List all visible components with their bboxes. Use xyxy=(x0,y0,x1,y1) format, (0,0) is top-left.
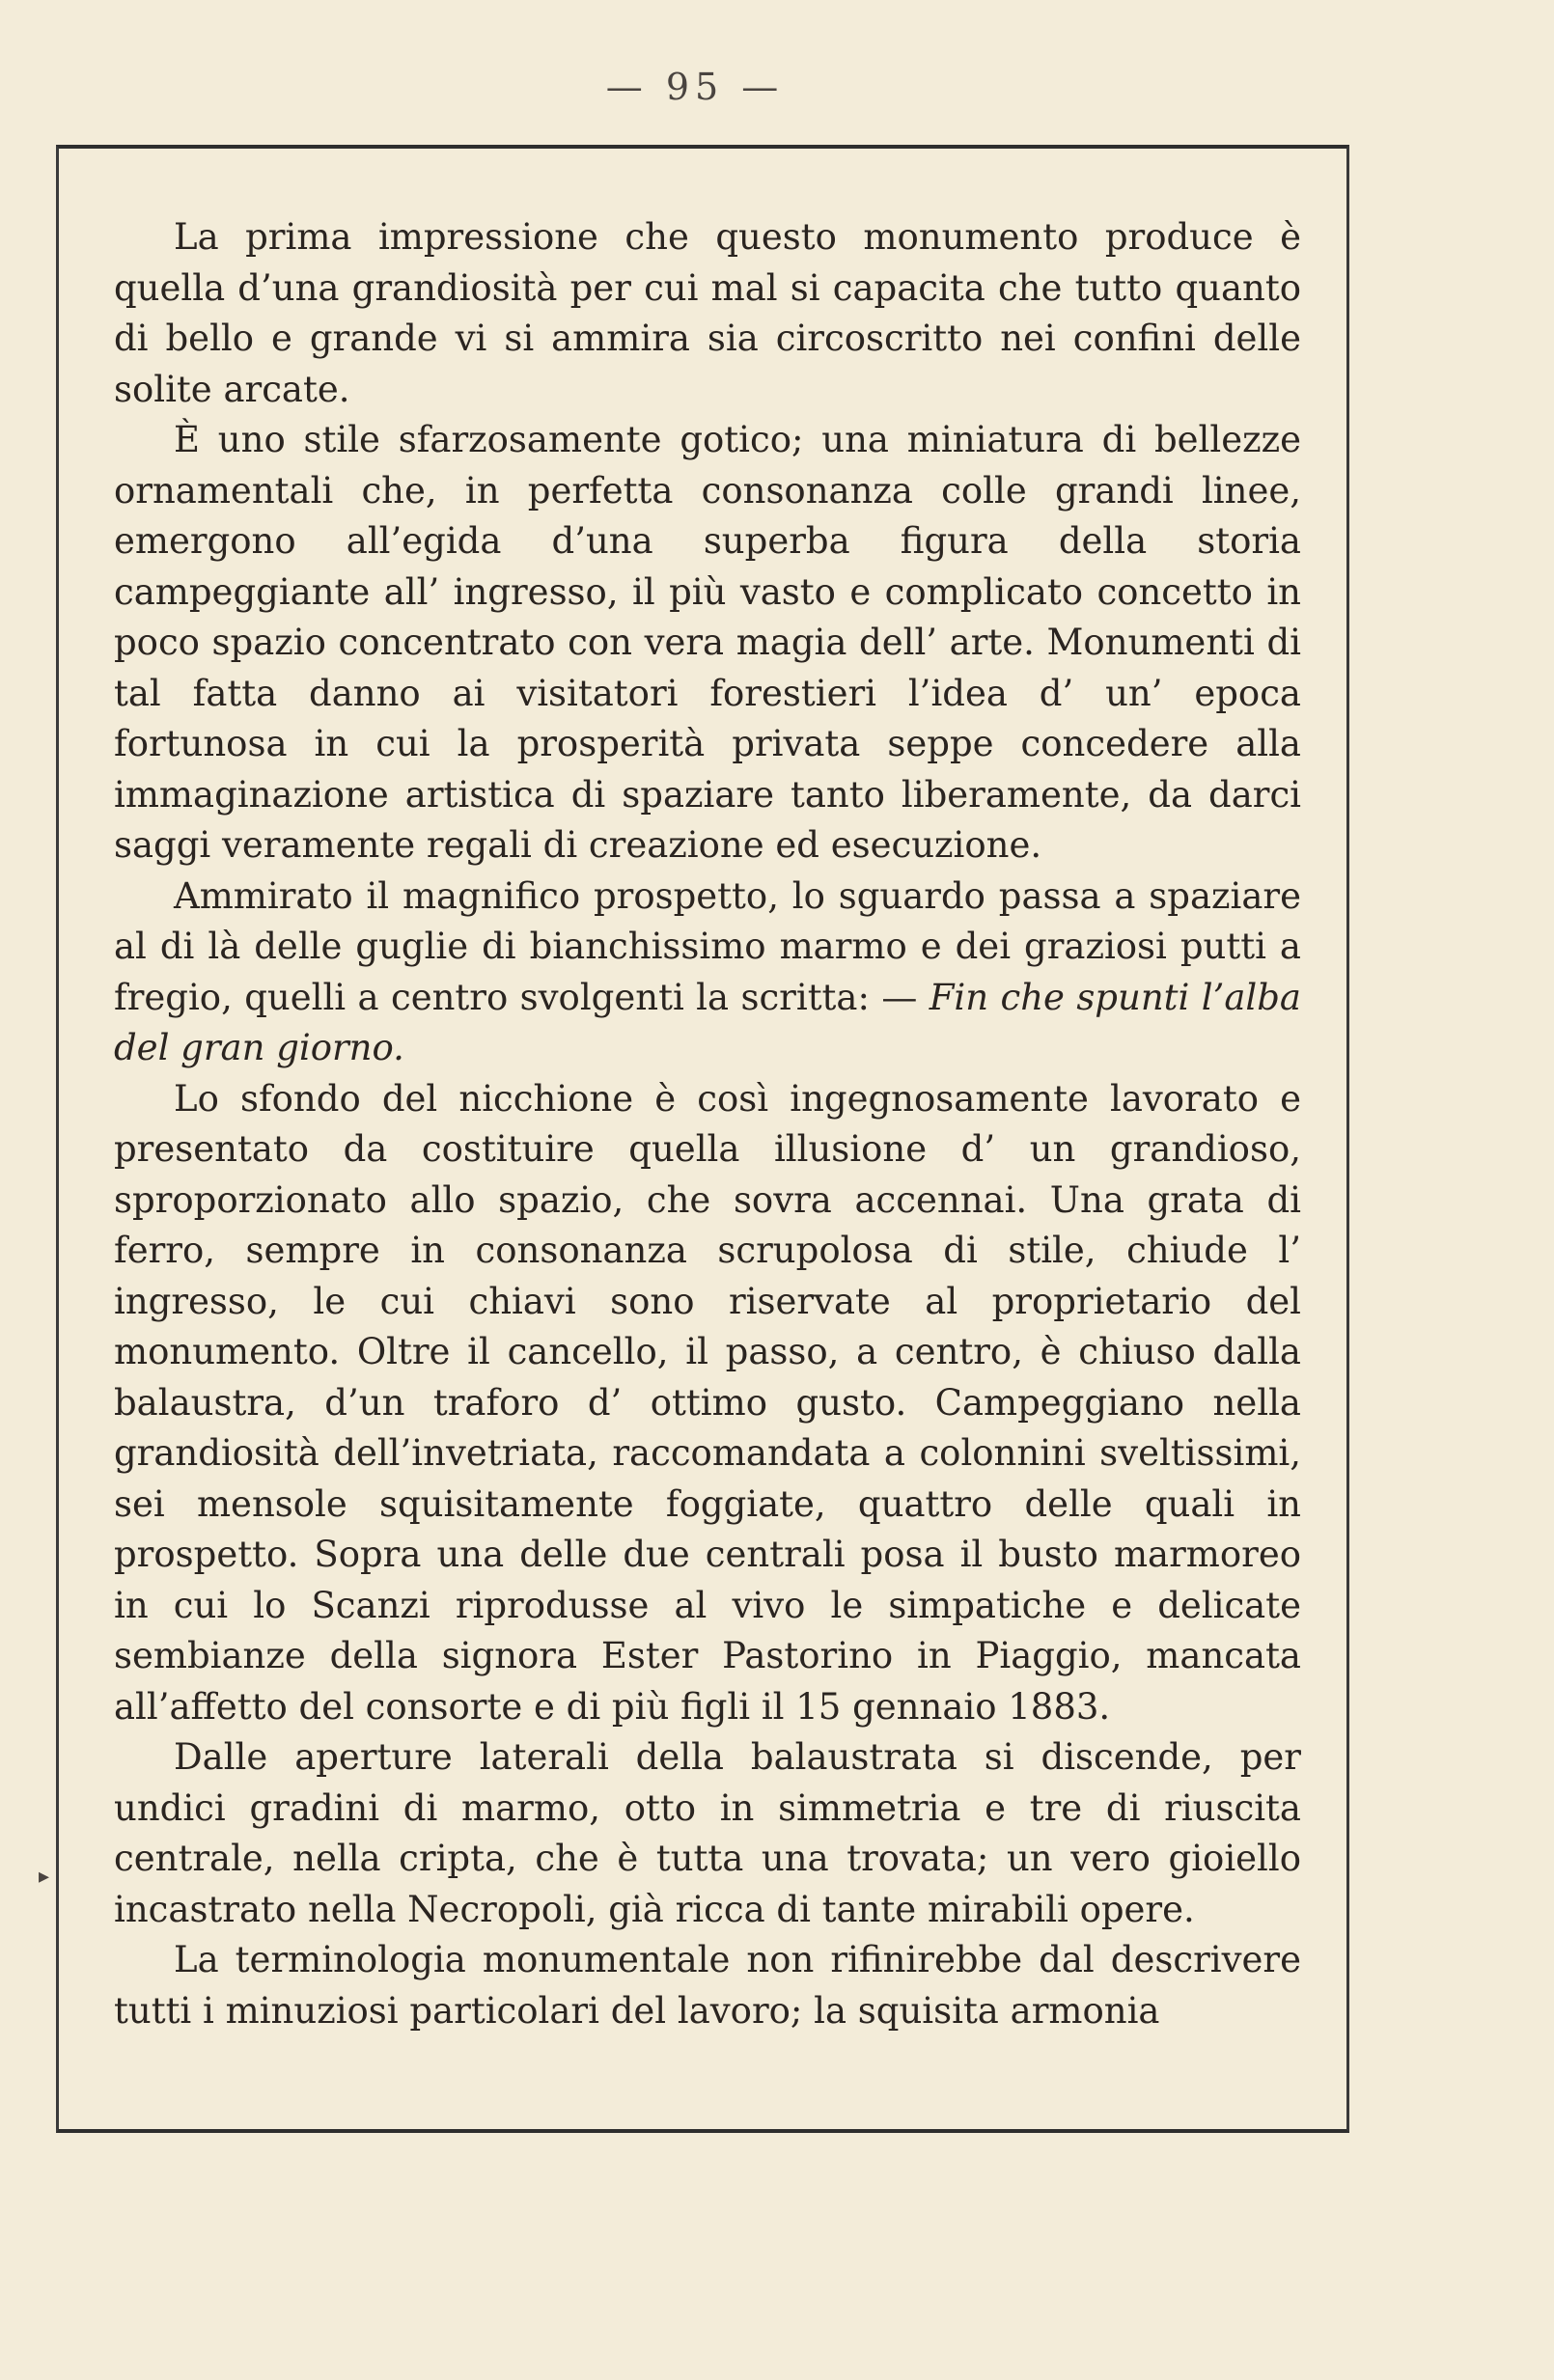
body-text xyxy=(114,212,1301,2036)
paragraph-1: La prima impressione che questo monumento produce è quella d’una grandiosità per cui mal si capacita che tutto quanto di bello e grande vi si ammira sia circoscritto nei confini delle solite arcate. xyxy=(114,216,1301,410)
margin-mark: ▸ xyxy=(39,1865,50,1889)
paragraph-3 xyxy=(114,872,1301,1074)
paragraph-5: Dalle aperture laterali della balaustrata si discende, per undici gradini di marmo, otto in simmetria e tre di riuscita centrale, nella cripta, che è tutta una trovata; un vero gioiello incastrato nella Necropoli, già ricca di tante mirabili opere. xyxy=(114,1736,1301,1930)
paragraph-2: È uno stile sfarzosamente gotico; una miniatura di bellezze ornamentali che, in perfetta consonanza colle grandi linee, emergono all’egida d’una superba figura della storia campeggiante all’ ingresso, il più vasto e complicato concetto in poco spazio concentrato con vera magia dell’ arte. Monumenti di tal fatta danno ai visitatori forestieri l’idea d’ un’ epoca fortunosa in cui la prosperità privata seppe concedere alla immaginazione artistica di spaziare tanto liberamente, da darci saggi veramente regali di creazione ed esecuzione. xyxy=(114,419,1301,866)
paragraph-3-text: Ammirato il magnifico prospetto, lo sguardo passa a spaziare al di là delle guglie di bianchissimo marmo e dei graziosi putti a fregio, quelli a centro svolgenti la scritta: — xyxy=(114,874,1301,1018)
paragraph-4: Lo sfondo del nicchione è così ingegnosamente lavorato e presentato da costituire quella illusione d’ un grandioso, sproporzionato allo spazio, che sovra accennai. Una grata di ferro, sempre in consonanza scrupolosa di stile, chiude l’ ingresso, le cui chiavi sono riservate al proprietario del monumento. Oltre il cancello, il passo, a centro, è chiuso dalla balaustra, d’un traforo d’ ottimo gusto. Campeggiano nella grandiosità dell’invetriata, raccomandata a colonnini sveltissimi, sei mensole squisitamente foggiate, quattro delle quali in prospetto. Sopra una delle due centrali posa il busto marmoreo in cui lo Scanzi riprodusse al vivo le simpatiche e delicate sembianze della signora Ester Pastorino in Piaggio, mancata all’affetto del consorte e di più figli il 15 gennaio 1883. xyxy=(114,1077,1301,1728)
paragraph-6: La terminologia monumentale non rifinirebbe dal descrivere tutti i minuziosi particolari del lavoro; la squisita armonia xyxy=(114,1939,1301,2032)
page-number: — 95 — xyxy=(605,66,785,108)
inscription-quote: Fin che spunti l’alba del gran giorno. xyxy=(114,976,1301,1068)
